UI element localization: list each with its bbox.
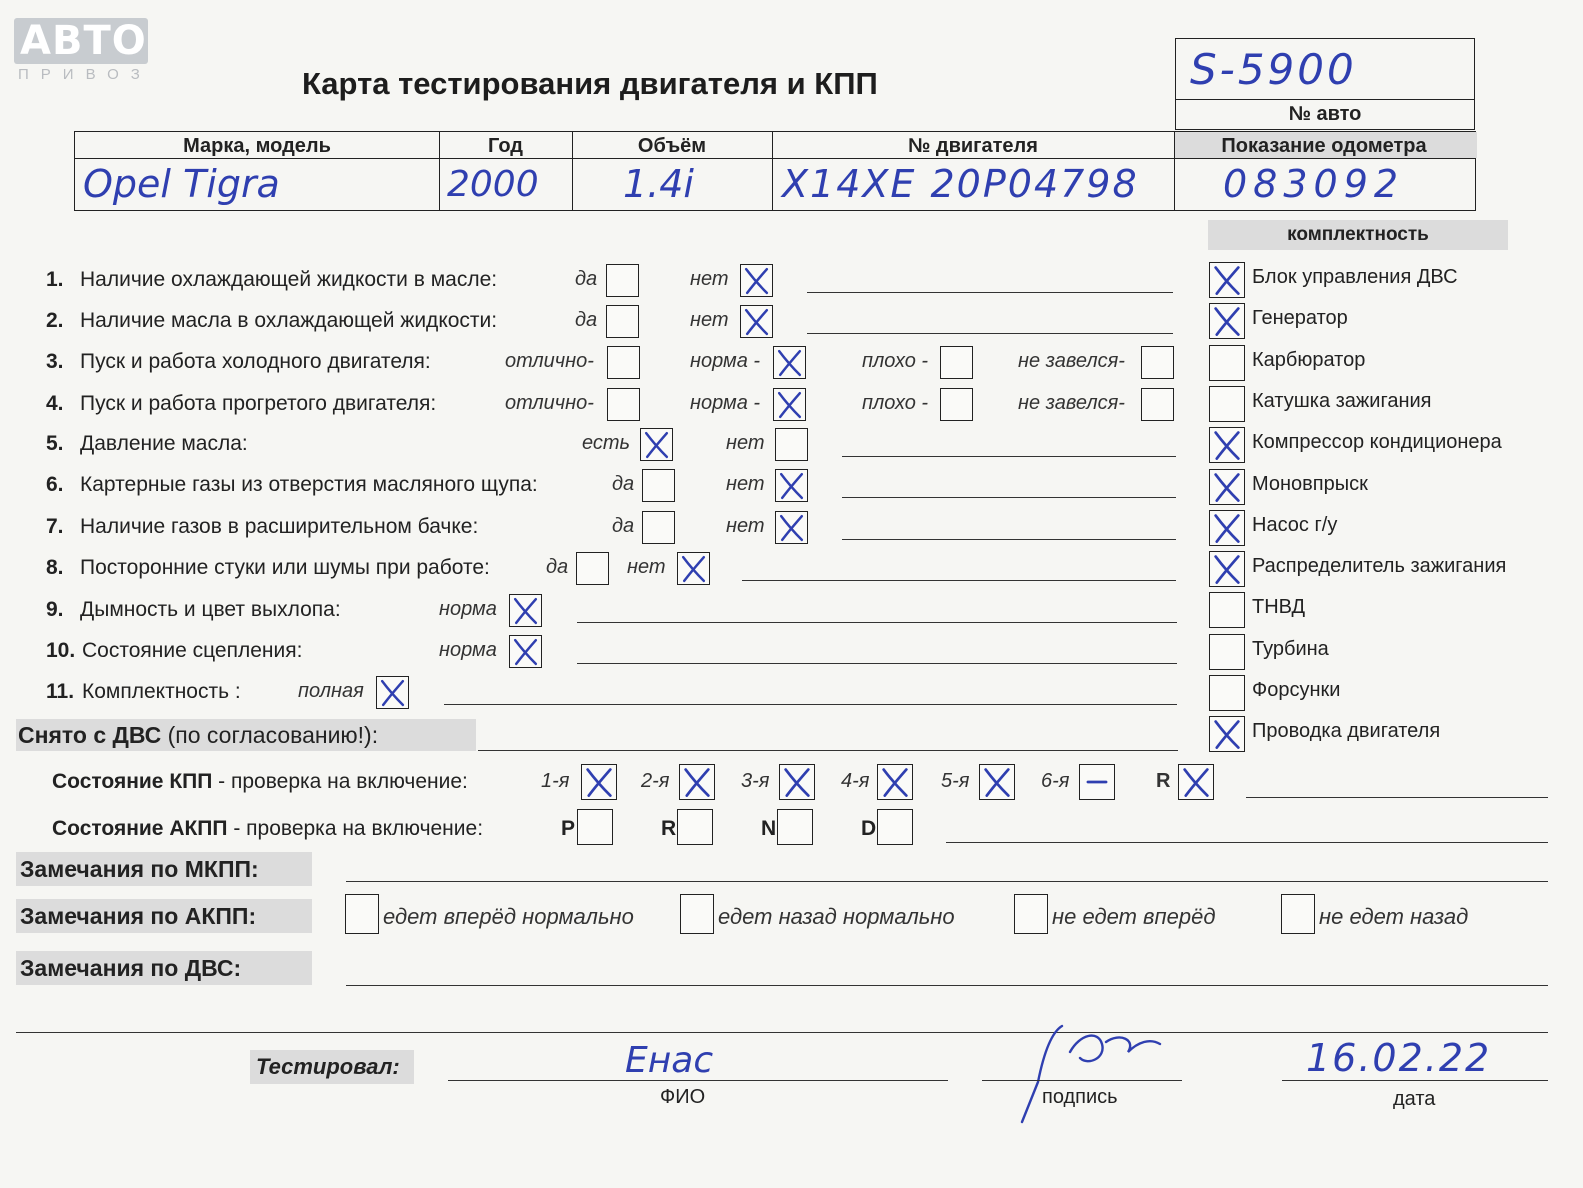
kpp-gear-label: R (1156, 770, 1171, 792)
signature-mark (1010, 1012, 1170, 1132)
check-label: Давление масла: (80, 432, 248, 455)
complectness-title: комплектность (1208, 220, 1508, 250)
check-option-checkbox[interactable] (740, 264, 773, 297)
cross-mark (780, 765, 814, 799)
remark-mkpp-label: Замечания по МКПП: (20, 856, 259, 882)
removed-label-bold: Снято с ДВС (18, 722, 162, 748)
check-option-label: не завелся- (1018, 392, 1125, 414)
complectness-checkbox[interactable] (1209, 551, 1245, 587)
auto-number-value: S-5900 (1190, 45, 1357, 94)
check-option-label: полная (298, 680, 364, 702)
kpp-gear-label: 2-я (641, 770, 670, 792)
sign-line (982, 1080, 1182, 1081)
check-label: Посторонние стуки или шумы при работе: (80, 556, 490, 579)
check-label: Наличие охлаждающей жидкости в масле: (80, 268, 498, 291)
check-fill-line (807, 292, 1173, 293)
cross-mark (510, 636, 541, 667)
complectness-checkbox[interactable] (1209, 303, 1245, 339)
avto-privoz-logo (14, 18, 152, 83)
cross-mark (878, 765, 912, 799)
check-option-checkbox[interactable] (607, 346, 640, 379)
date-line (1282, 1080, 1548, 1081)
kpp-gear-label: 5-я (941, 770, 970, 792)
check-number: 7. (46, 515, 64, 538)
cross-mark (1210, 428, 1244, 462)
cross-mark (741, 265, 772, 296)
check-option-label: норма - (690, 350, 761, 372)
removed-label-rest: (по согласованию!): (161, 722, 379, 748)
akpp-label-bold: Состояние АКПП (52, 817, 228, 840)
check-option-label: нет (690, 268, 729, 290)
value-engine-no: X14XE 20P04798 (782, 162, 1139, 206)
col-volume: Объём (637, 135, 707, 157)
akpp-label-rest: - проверка на включение: (227, 817, 484, 840)
akpp-line (946, 842, 1548, 843)
check-label: Комплектность : (82, 680, 241, 703)
check-option-checkbox[interactable] (642, 469, 675, 502)
akpp-remark-checkbox[interactable] (1281, 894, 1315, 934)
check-label: Наличие газов в расширительном бачке: (80, 515, 479, 538)
date-value: 16.02.22 (1306, 1036, 1492, 1080)
complectness-checkbox[interactable] (1209, 716, 1245, 752)
fio-label: ФИО (660, 1086, 706, 1108)
kpp-label-rest: - проверка на включение: (212, 770, 468, 793)
akpp-remark-checkbox[interactable] (345, 894, 379, 934)
complectness-item-label: Турбина (1252, 638, 1329, 660)
check-option-checkbox[interactable] (376, 676, 409, 709)
check-label: Картерные газы из отверстия масляного щупа: (80, 473, 538, 496)
complectness-item-label: ТНВД (1252, 596, 1306, 618)
cross-mark (980, 765, 1014, 799)
cross-mark (582, 765, 616, 799)
cross-mark (1210, 304, 1244, 338)
check-option-checkbox[interactable] (773, 346, 806, 379)
check-option-checkbox[interactable] (509, 635, 542, 668)
kpp-gear-checkbox[interactable] (1079, 764, 1115, 800)
kpp-line (1246, 797, 1548, 798)
check-fill-line (842, 497, 1176, 498)
remark-extra-line (16, 1032, 1548, 1033)
kpp-gear-checkbox[interactable] (979, 764, 1015, 800)
tested-label: Тестировал: (256, 1054, 400, 1079)
kpp-gear-checkbox[interactable] (679, 764, 715, 800)
kpp-gear-checkbox[interactable] (877, 764, 913, 800)
akpp-mode-checkbox[interactable] (777, 809, 813, 845)
kpp-gear-checkbox[interactable] (581, 764, 617, 800)
check-fill-line (842, 456, 1176, 457)
check-option-checkbox[interactable] (607, 388, 640, 421)
cross-mark (680, 765, 714, 799)
complectness-item-label: Карбюратор (1252, 349, 1366, 371)
cross-mark (774, 347, 805, 378)
check-label: Пуск и работа прогретого двигателя: (80, 392, 437, 415)
check-option-checkbox[interactable] (1141, 346, 1174, 379)
date-label: дата (1393, 1088, 1436, 1110)
check-number: 3. (46, 350, 64, 373)
sign-label: подпись (1042, 1086, 1118, 1108)
check-option-label: норма (439, 598, 497, 620)
col-odometer: Показание одометра (1221, 135, 1427, 157)
check-option-label: не завелся- (1018, 350, 1125, 372)
auto-number-label: № авто (1288, 103, 1362, 125)
kpp-gear-label: 6-я (1041, 770, 1070, 792)
akpp-remark-checkbox[interactable] (1014, 894, 1048, 934)
complectness-item-label: Блок управления ДВС (1252, 266, 1458, 288)
check-number: 11. (46, 680, 75, 703)
check-option-label: да (612, 515, 635, 537)
akpp-remark-checkbox[interactable] (680, 894, 714, 934)
cross-mark (774, 389, 805, 420)
check-label: Наличие масла в охлаждающей жидкости: (80, 309, 498, 332)
page-title: Карта тестирования двигателя и КПП (302, 66, 878, 101)
cross-mark (377, 677, 408, 708)
check-option-label: отлично- (505, 350, 594, 372)
check-fill-line (577, 622, 1177, 623)
complectness-checkbox[interactable] (1209, 510, 1245, 546)
check-number: 4. (46, 392, 64, 415)
akpp-remark-option-label: едет вперёд нормально (383, 904, 634, 929)
cross-mark (510, 595, 541, 626)
check-option-checkbox[interactable] (740, 305, 773, 338)
value-make-model: Opel Tigra (83, 162, 280, 206)
removed-line (478, 750, 1178, 751)
complectness-item-label: Проводка двигателя (1252, 720, 1441, 742)
check-option-label: да (546, 556, 569, 578)
akpp-mode-checkbox[interactable] (577, 809, 613, 845)
check-option-label: нет (627, 556, 666, 578)
kpp-label-bold: Состояние КПП (52, 770, 213, 793)
akpp-label (52, 817, 483, 841)
check-option-checkbox[interactable] (576, 552, 609, 585)
check-number: 6. (46, 473, 64, 496)
complectness-item-label: Насос г/у (1252, 514, 1338, 536)
removed-label (18, 722, 378, 749)
check-option-checkbox[interactable] (940, 388, 973, 421)
check-option-checkbox[interactable] (1141, 388, 1174, 421)
remark-mkpp-line (346, 881, 1548, 882)
col-make-model: Марка, модель (183, 135, 331, 157)
check-option-label: да (575, 309, 598, 331)
check-option-checkbox[interactable] (509, 594, 542, 627)
check-option-label: отлично- (505, 392, 594, 414)
complectness-checkbox[interactable] (1209, 592, 1245, 628)
check-fill-line (842, 539, 1176, 540)
complectness-item-label: Катушка зажигания (1252, 390, 1432, 412)
kpp-gear-checkbox[interactable] (779, 764, 815, 800)
check-option-checkbox[interactable] (640, 428, 673, 461)
check-number: 1. (46, 268, 64, 291)
remark-dvs-line (346, 985, 1548, 986)
complectness-checkbox[interactable] (1209, 345, 1245, 381)
complectness-checkbox[interactable] (1209, 675, 1245, 711)
complectness-checkbox[interactable] (1209, 262, 1245, 298)
akpp-mode-label: P (561, 817, 576, 840)
complectness-item-label: Генератор (1252, 307, 1348, 329)
check-number: 2. (46, 309, 64, 332)
check-option-label: нет (726, 473, 765, 495)
akpp-mode-label: N (761, 817, 777, 840)
cross-mark (1210, 263, 1244, 297)
check-option-label: плохо - (862, 392, 929, 414)
logo-sub-text: ПРИВОЗ (18, 66, 152, 83)
auto-number-box (1175, 38, 1475, 130)
check-option-checkbox[interactable] (775, 511, 808, 544)
check-option-label: норма (439, 639, 497, 661)
check-option-checkbox[interactable] (606, 264, 639, 297)
check-number: 8. (46, 556, 64, 579)
check-fill-line (577, 663, 1177, 664)
complectness-checkbox[interactable] (1209, 386, 1245, 422)
cross-mark (1179, 765, 1213, 799)
cross-mark (1210, 511, 1244, 545)
check-fill-line (742, 580, 1176, 581)
kpp-gear-label: 1-я (541, 770, 570, 792)
akpp-remark-option-label: едет назад нормально (718, 904, 955, 929)
check-label: Состояние сцепления: (82, 639, 303, 662)
check-option-label: да (612, 473, 635, 495)
value-volume: 1.4i (623, 162, 694, 206)
check-label: Пуск и работа холодного двигателя: (80, 350, 431, 373)
akpp-mode-checkbox[interactable] (877, 809, 913, 845)
cross-mark (776, 470, 807, 501)
complectness-checkbox[interactable] (1209, 427, 1245, 463)
complectness-item-label: Компрессор кондиционера (1252, 431, 1502, 453)
cross-mark (678, 553, 709, 584)
akpp-mode-checkbox[interactable] (677, 809, 713, 845)
remark-akpp-label: Замечания по АКПП: (20, 903, 257, 929)
fio-value: Енас (625, 1040, 714, 1081)
cross-mark (776, 512, 807, 543)
check-option-checkbox[interactable] (775, 469, 808, 502)
complectness-item-label: Распределитель зажигания (1252, 555, 1507, 577)
akpp-remark-option-label: не едет вперёд (1052, 904, 1216, 929)
kpp-gear-label: 3-я (741, 770, 770, 792)
kpp-label (52, 770, 468, 794)
dash-mark (1080, 765, 1114, 799)
complectness-item-label: Форсунки (1252, 679, 1341, 701)
check-option-label: есть (582, 432, 631, 454)
kpp-gear-checkbox[interactable] (1178, 764, 1214, 800)
vehicle-header-table (74, 131, 1476, 211)
akpp-mode-label: D (861, 817, 877, 840)
check-label: Дымность и цвет выхлопа: (80, 598, 341, 621)
check-number: 5. (46, 432, 64, 455)
check-number: 10. (46, 639, 76, 662)
akpp-mode-label: R (661, 817, 677, 840)
value-odometer: 083092 (1223, 162, 1405, 206)
cross-mark (1210, 552, 1244, 586)
cross-mark (641, 429, 672, 460)
check-option-label: норма - (690, 392, 761, 414)
check-option-checkbox[interactable] (940, 346, 973, 379)
check-fill-line (807, 333, 1173, 334)
complectness-checkbox[interactable] (1209, 469, 1245, 505)
remark-dvs-label: Замечания по ДВС: (20, 955, 242, 981)
check-number: 9. (46, 598, 64, 621)
check-option-checkbox[interactable] (775, 428, 808, 461)
check-option-checkbox[interactable] (677, 552, 710, 585)
check-option-label: нет (690, 309, 729, 331)
check-option-checkbox[interactable] (606, 305, 639, 338)
cross-mark (1210, 717, 1244, 751)
check-option-label: да (575, 268, 598, 290)
cross-mark (1210, 470, 1244, 504)
check-option-label: плохо - (862, 350, 929, 372)
fio-line (448, 1080, 948, 1081)
check-fill-line (444, 704, 1177, 705)
akpp-remark-option-label: не едет назад (1319, 904, 1469, 929)
cross-mark (741, 306, 772, 337)
complectness-item-label: Моновпрыск (1252, 473, 1368, 495)
logo-main-text: АВТО (14, 18, 148, 64)
col-year: Год (488, 135, 523, 157)
check-option-checkbox[interactable] (642, 511, 675, 544)
kpp-gear-label: 4-я (841, 770, 870, 792)
value-year: 2000 (447, 164, 539, 205)
check-option-label: нет (726, 432, 765, 454)
check-option-label: нет (726, 515, 765, 537)
check-option-checkbox[interactable] (773, 388, 806, 421)
col-engine-no: № двигателя (908, 135, 1038, 157)
complectness-checkbox[interactable] (1209, 634, 1245, 670)
